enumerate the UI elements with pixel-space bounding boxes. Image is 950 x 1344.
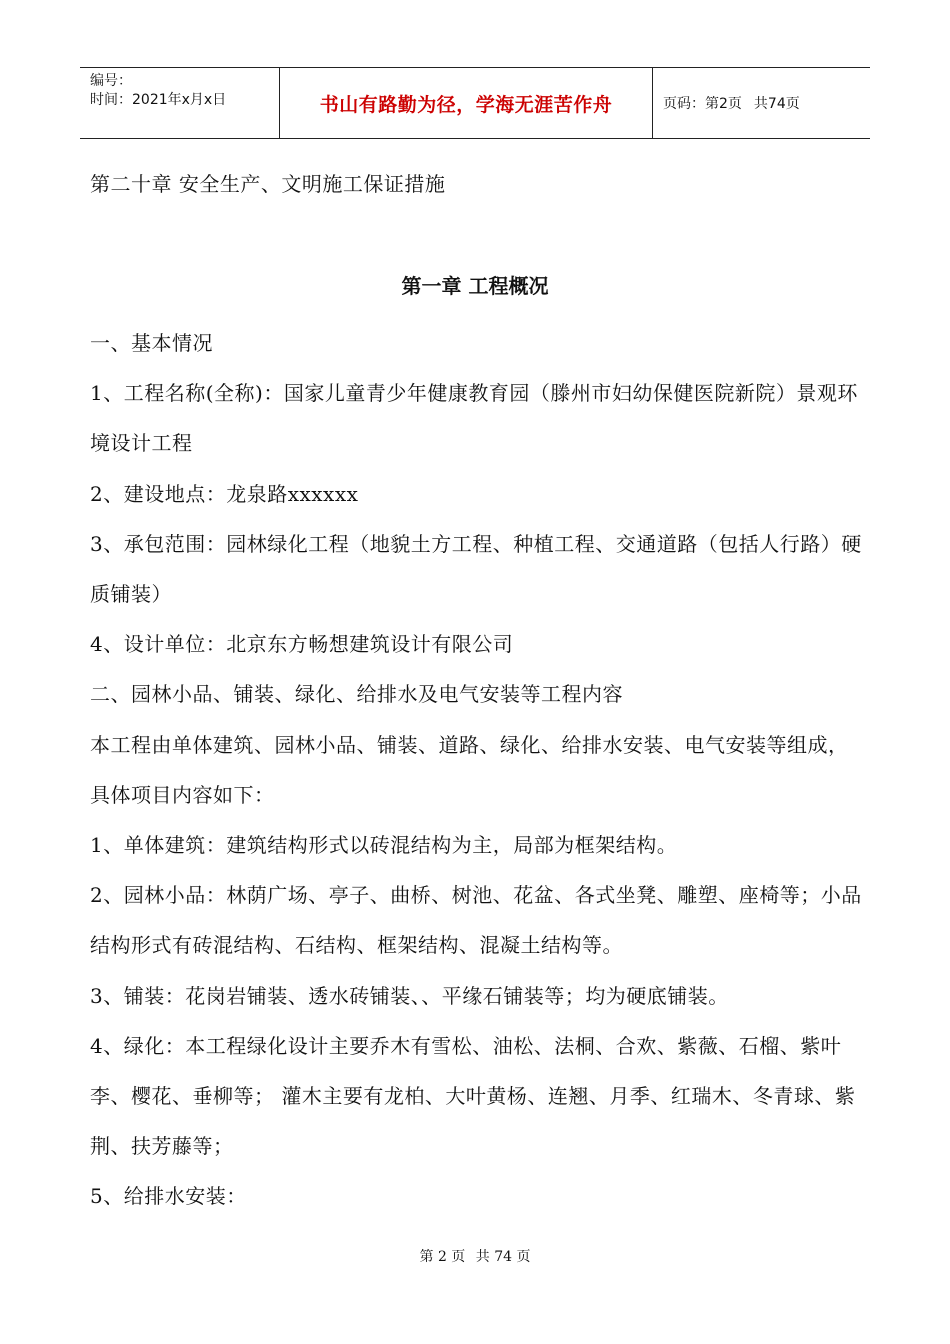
page-footer <box>0 1246 950 1266</box>
section-heading: 二、园林小品、铺装、绿化、给排水及电气安装等工程内容 <box>90 682 623 707</box>
paragraph: 1、工程名称(全称)：国家儿童青少年健康教育园（滕州市妇幼保健医院新院）景观环境设计工程 <box>90 381 858 456</box>
header-meta <box>80 68 280 138</box>
header-motto: 书山有路勤为径，学海无涯苦作舟 <box>280 68 653 138</box>
paragraph: 5、给排水安装： <box>90 1184 247 1209</box>
header-page-number: 页码：第2页 <box>663 96 742 112</box>
toc-last-entry: 第二十章 安全生产、文明施工保证措施 <box>90 172 446 196</box>
date-label: 时间：2021年x月x日 <box>90 92 227 108</box>
paragraph: 2、园林小品：林荫广场、亭子、曲桥、树池、花盆、各式坐凳、雕塑、座椅等；小品结构形式有砖混结构、石结构、框架结构、混凝土结构等。 <box>90 883 862 958</box>
paragraph: 4、设计单位：北京东方畅想建筑设计有限公司 <box>90 632 514 657</box>
header-page-info <box>653 68 870 138</box>
section-heading: 一、基本情况 <box>90 331 213 355</box>
header-page-total: 共74页 <box>753 96 800 112</box>
page-header <box>80 67 870 139</box>
paragraph: 4、绿化：本工程绿化设计主要乔木有雪松、油松、法桐、合欢、紫薇、石榴、紫叶李、樱花、垂柳等； 灌木主要有龙柏、大叶黄杨、连翘、月季、红瑞木、冬青球、紫荆、扶芳藤等； <box>90 1033 856 1159</box>
chapter-title: 第一章 工程概况 <box>401 274 549 298</box>
paragraph: 2、建设地点：龙泉路xxxxxx <box>90 481 359 506</box>
paragraph: 3、铺装：花岗岩铺装、透水砖铺装、、平缘石铺装等；均为硬底铺装。 <box>90 983 729 1008</box>
paragraph: 3、承包范围：园林绿化工程（地貌土方工程、种植工程、交通道路（包括人行路）硬质铺装） <box>90 531 862 607</box>
footer-page-total: 共 74 页 <box>475 1249 531 1265</box>
footer-page-number: 第 2 页 <box>419 1249 466 1265</box>
document-body <box>90 318 865 1222</box>
paragraph: 本工程由单体建筑、园林小品、铺装、道路、绿化、给排水安装、电气安装等组成，具体项目内容如下： <box>90 732 849 807</box>
serial-number-label: 编号： <box>90 73 132 89</box>
paragraph: 1、单体建筑：建筑结构形式以砖混结构为主，局部为框架结构。 <box>90 833 678 858</box>
